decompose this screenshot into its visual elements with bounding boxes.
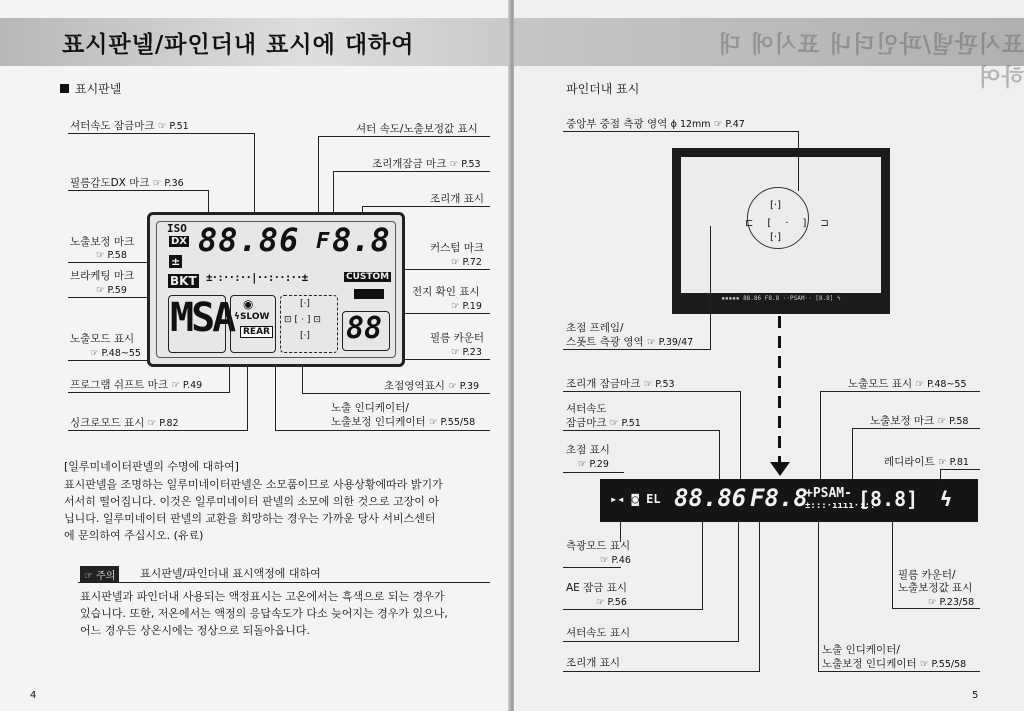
focus-area-icon: [·] bbox=[300, 331, 310, 341]
left-page bbox=[0, 0, 510, 711]
page-title: 표시판넬/파인더내 표시에 대하여 bbox=[62, 32, 415, 58]
ref-film-counter-vf: ☞ P.23/58 bbox=[928, 597, 975, 608]
focus-area-icon: ⊡[·]⊡ bbox=[284, 315, 324, 325]
caution-line: 어느 경우든 상온시에는 정상으로 되돌아옵니다. bbox=[80, 624, 311, 637]
label-center-weighted: 중앙부 중점 측광 영역 ϕ 12mm ☞ P.47 bbox=[566, 118, 745, 130]
ref-battery: ☞ P.19 bbox=[451, 301, 482, 312]
label-exp-mode-vf: 노출모드 표시 ☞ P.48~55 bbox=[848, 378, 967, 390]
lcd-f-mark: F bbox=[316, 229, 330, 254]
illuminator-note-line: 에 문의하여 주십시오. (유료) bbox=[64, 529, 204, 542]
label-indicator-vf-2: 노출보정 인디케이터 ☞ P.55/58 bbox=[822, 658, 967, 670]
caution-badge: ☞ 주의 bbox=[80, 566, 119, 583]
label-battery: 전지 확인 표시 bbox=[412, 286, 480, 298]
ref-focus-display: ☞ P.29 bbox=[578, 459, 609, 470]
ref-metering-mode: ☞ P.46 bbox=[600, 555, 631, 566]
leader-line bbox=[940, 469, 941, 481]
leader-line bbox=[710, 226, 711, 350]
flash-ready-icon: ϟ bbox=[940, 487, 953, 511]
label-aperture-vf: 조리개 표시 bbox=[566, 657, 621, 669]
leader-line bbox=[333, 171, 490, 172]
viewfinder-frame bbox=[672, 148, 890, 314]
caution-line: 표시판넬과 파인더내 사용되는 액정표시는 고온에서는 흑색으로 되는 경우가 bbox=[80, 590, 445, 603]
ref-ae-lock: ☞ P.56 bbox=[596, 597, 627, 608]
leader-line bbox=[563, 609, 703, 610]
lcd-slow: ϟSLOW bbox=[234, 312, 270, 322]
label-focus-frame: 초점 프레임/ bbox=[566, 322, 624, 334]
label-film-counter-vf-2: 노출보정값 표시 bbox=[898, 582, 973, 594]
viewfinder-info-strip: ▪▪▪▪▪ 88.86 F8.8 ··PSAM·· [8.8] ϟ bbox=[681, 293, 881, 305]
leader-line bbox=[818, 671, 980, 672]
leader-line bbox=[68, 297, 158, 298]
lcd-shutter-speed: 88.86 bbox=[198, 221, 300, 259]
eye-icon: ◉ bbox=[243, 297, 254, 311]
illuminator-note-title: [일루미네이터판넬의 수명에 대하여] bbox=[64, 460, 239, 473]
lcd-bkt-mark: BKT bbox=[170, 274, 197, 288]
label-exp-mode: 노출모드 표시 bbox=[70, 333, 135, 345]
ref-exp-comp: ☞ P.58 bbox=[96, 250, 127, 261]
dashed-arrow bbox=[778, 316, 781, 466]
leader-line bbox=[563, 641, 739, 642]
label-shutter-value: 셔터 속도/노출보정값 표시 bbox=[356, 123, 478, 135]
lcd-film-counter: 88 bbox=[346, 311, 383, 346]
label-sync-mode: 싱크로모드 표시 ☞ P.82 bbox=[70, 417, 179, 429]
label-indicator-2: 노출보정 인디케이터 ☞ P.55/58 bbox=[331, 416, 476, 428]
lcd-dx-mark: DX bbox=[171, 236, 188, 247]
leader-line bbox=[362, 206, 490, 207]
caution-line: 있습니다. 또한, 저온에서는 액정의 응답속도가 다소 늦어지는 경우가 있으나, bbox=[80, 607, 448, 620]
leader-line bbox=[68, 133, 254, 134]
bar-exposure-mode: +PSAM- bbox=[805, 486, 852, 501]
leader-line bbox=[563, 391, 740, 392]
lcd-exposure-scale: ±·:··:··|··:··:··± bbox=[206, 271, 308, 284]
leader-line bbox=[563, 349, 711, 350]
control-panel-lcd bbox=[147, 212, 405, 367]
label-metering-mode: 측광모드 표시 bbox=[566, 540, 631, 552]
section-heading: 표시판넬 bbox=[60, 80, 121, 97]
focus-bracket-icon: ⊏[·]⊐ bbox=[745, 218, 843, 229]
page-number: 4 bbox=[30, 690, 37, 701]
label-ready-light: 레디라이트 ☞ P.81 bbox=[884, 456, 969, 468]
label-film-counter-vf: 필름 카운터/ bbox=[898, 569, 956, 581]
label-exp-comp-vf: 노출보정 마크 ☞ P.58 bbox=[870, 415, 969, 427]
label-exp-comp: 노출보정 마크 bbox=[70, 236, 135, 248]
label-film-dx: 필름감도DX 마크 ☞ P.36 bbox=[70, 177, 184, 189]
leader-line bbox=[702, 522, 703, 610]
lcd-iso: ISO bbox=[167, 222, 187, 235]
leader-line bbox=[390, 359, 490, 360]
leader-line bbox=[892, 522, 893, 608]
label-indicator-vf: 노출 인디케이터/ bbox=[822, 644, 900, 656]
focus-bracket-icon: [·] bbox=[770, 200, 781, 211]
leader-line bbox=[892, 608, 980, 609]
leader-line bbox=[940, 469, 980, 470]
label-film-counter: 필름 카운터 bbox=[430, 332, 485, 344]
label-focus-frame-2: 스폿트 측광 영역 ☞ P.39/47 bbox=[566, 336, 694, 348]
battery-icon bbox=[354, 289, 384, 299]
arrow-down-icon bbox=[770, 462, 790, 476]
illuminator-note-line: 표시판넬을 조명하는 일루미네이터판넬은 소모품이므로 사용상황에따라 밝기가 bbox=[64, 478, 443, 491]
label-aperture-lock-vf: 조리개 잠금마크 ☞ P.53 bbox=[566, 378, 675, 390]
bar-shutter-speed: 88.86 bbox=[674, 484, 747, 512]
label-ae-lock: AE 잠금 표시 bbox=[566, 582, 628, 594]
label-shutter-lock-vf-2: 잠금마크 ☞ P.51 bbox=[566, 417, 641, 429]
leader-line bbox=[275, 430, 490, 431]
ref-custom: ☞ P.72 bbox=[451, 257, 482, 268]
leader-line bbox=[68, 190, 208, 191]
section-heading-finder: 파인더내 표시 bbox=[566, 82, 640, 96]
lcd-exposure-mode: MSA bbox=[170, 295, 234, 341]
caution-rule bbox=[78, 582, 490, 583]
leader-line bbox=[759, 522, 760, 672]
lcd-aperture: 8.8 bbox=[332, 221, 390, 259]
lcd-rear: REAR bbox=[240, 326, 273, 338]
label-focus-area: 초점영역표시 ☞ P.39 bbox=[384, 380, 480, 392]
leader-line bbox=[563, 671, 760, 672]
bar-exposure-scale: ±:::·ıııı·::: bbox=[805, 501, 876, 511]
label-shutter-lock: 셔터속도 잠금마크 ☞ P.51 bbox=[70, 120, 189, 132]
bleed-through-title: 표시판넬/파인더내 표시에 대하여 bbox=[717, 32, 1024, 91]
focus-area-icon: [·] bbox=[300, 299, 310, 309]
leader-line bbox=[820, 391, 980, 392]
leader-line bbox=[563, 472, 624, 473]
leader-line bbox=[68, 392, 230, 393]
leader-line bbox=[852, 428, 853, 480]
illuminator-note-line: 서서히 떨어집니다. 이것은 일루미네이터 판넬의 소모에 의한 것으로 고장이 아 bbox=[64, 495, 439, 508]
caution-title: 표시판넬/파인더내 표시액정에 대하여 bbox=[140, 567, 321, 580]
label-shutter-speed-vf: 셔터속도 표시 bbox=[566, 627, 631, 639]
leader-line bbox=[852, 428, 980, 429]
leader-line bbox=[820, 391, 821, 481]
leader-line bbox=[563, 430, 720, 431]
label-shutter-lock-vf: 셔터속도 bbox=[566, 403, 607, 415]
focus-bracket-icon: [·] bbox=[770, 232, 781, 243]
ref-bracket: ☞ P.59 bbox=[96, 285, 127, 296]
page-number: 5 bbox=[972, 690, 979, 701]
label-aperture-lock: 조리개잠금 마크 ☞ P.53 bbox=[372, 158, 481, 170]
viewfinder-display-bar bbox=[600, 479, 978, 522]
leader-line bbox=[318, 136, 490, 137]
label-aperture: 조리개 표시 bbox=[430, 193, 485, 205]
ref-film-counter: ☞ P.23 bbox=[451, 347, 482, 358]
lcd-custom-mark: CUSTOM bbox=[346, 272, 390, 282]
illuminator-note-line: 닙니다. 일루미네이터 판넬의 교환을 희망하는 경우는 가까운 당사 서비스센터 bbox=[64, 512, 436, 525]
bar-aperture: F8.8 bbox=[750, 484, 808, 512]
leader-line bbox=[563, 567, 621, 568]
ref-exp-mode: ☞ P.48~55 bbox=[90, 348, 141, 359]
leader-line bbox=[738, 522, 739, 642]
label-bracket: 브라케팅 마크 bbox=[70, 270, 135, 282]
leader-line bbox=[68, 430, 248, 431]
label-indicator: 노출 인디케이터/ bbox=[331, 402, 409, 414]
leader-line bbox=[740, 391, 741, 481]
label-focus-display: 초점 표시 bbox=[566, 444, 610, 456]
bar-film-counter: [8.8] bbox=[858, 487, 919, 511]
label-program-shift: 프로그램 쉬프트 마크 ☞ P.49 bbox=[70, 379, 203, 391]
leader-line bbox=[798, 131, 799, 191]
lcd-exp-comp-icon: ± bbox=[171, 255, 181, 268]
leader-line bbox=[818, 522, 819, 672]
leader-line bbox=[254, 133, 255, 215]
leader-line bbox=[563, 131, 799, 132]
label-custom: 커스텀 마크 bbox=[430, 242, 485, 254]
leader-line bbox=[719, 430, 720, 480]
leader-line bbox=[318, 136, 319, 216]
leader-line bbox=[302, 393, 490, 394]
leader-line bbox=[247, 360, 248, 431]
bar-focus-metering: ▸◂ ◙ EL bbox=[610, 492, 661, 506]
